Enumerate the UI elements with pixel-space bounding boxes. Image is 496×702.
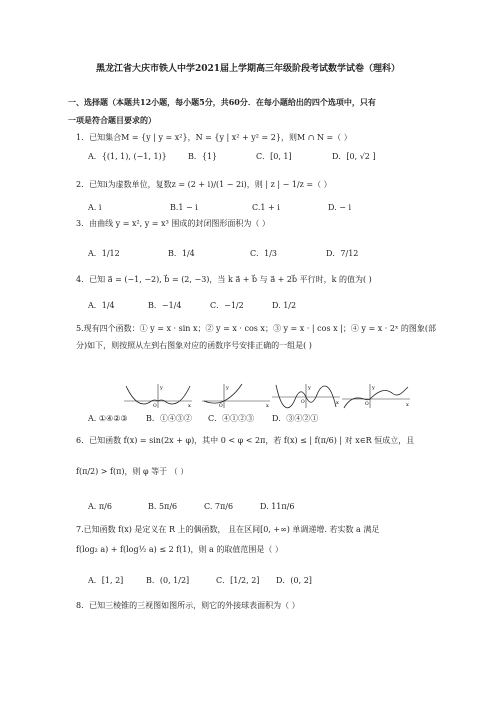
q5-option-d[interactable]: D．③④②①	[272, 414, 319, 423]
q8-stem: 8．已知三棱锥的三视图如图所示，则它的外接球表面积为（ ）	[76, 601, 300, 610]
q6-stem-line2: f(π/2) > f(π)，则 φ 等于 （ ）	[76, 467, 189, 476]
q6-option-d[interactable]: D. 11π/6	[260, 502, 295, 511]
q5-graph-3	[270, 383, 342, 409]
q4-options	[88, 301, 296, 311]
graph3-origin: O	[301, 400, 305, 405]
q6-option-c[interactable]: C. 7π/6	[204, 502, 234, 511]
q7-options	[88, 576, 312, 586]
q7-option-b[interactable]: B．(0, 1/2]	[146, 576, 190, 585]
graph3-y-label: y	[308, 385, 311, 391]
q2-option-a[interactable]: A. i	[88, 203, 102, 212]
q1-option-c[interactable]: C．[0, 1]	[256, 152, 292, 161]
graph1-y-label: y	[160, 385, 163, 391]
q4-option-a[interactable]: A．1/4	[88, 301, 115, 310]
q2-stem: 2．已知i为虚数单位，复数z = (2 + i)/(1 − 2i)，则 | z | − 1/z =（ ）	[76, 180, 332, 189]
graph2-origin: O	[219, 404, 223, 409]
q5-stem-line2: 分)如下，则按照从左到右图象对应的函数序号安排正确的一组是( )	[76, 341, 312, 350]
q6-stem-line1: 6．已知函数 f(x) = sin(2x + φ)，其中 0 < φ < 2π，若 f(x) ≤ | f(π/6) | 对 x∈R 恒成立，且	[76, 436, 415, 445]
q5-option-b[interactable]: B．①④③②	[146, 414, 192, 423]
q7-option-a[interactable]: A．[1, 2]	[88, 576, 124, 585]
graph4-y-label: y	[372, 385, 375, 391]
q3-option-a[interactable]: A．1/12	[88, 249, 120, 258]
graph1-origin: O	[153, 404, 157, 409]
q1-option-a[interactable]: A．{(1, 1), (−1, 1)}	[88, 152, 167, 161]
q3-stem: 3．由曲线 y = x², y = x³ 围成的封闭图形面积为（ ）	[76, 219, 270, 228]
graph2-x-label: x	[266, 403, 269, 409]
section-heading-line2: 一项是符合题目要求的）	[68, 115, 156, 125]
section-heading-line1: 一、选择题（本题共12小题，每小题5分，共60分．在每小题给出的四个选项中，只有	[68, 97, 376, 107]
q7-stem-line2: f(log₂ a) + f(log½ a) ≤ 2 f(1)，则 a 的取值范围是（ ）	[76, 545, 283, 554]
q3-options	[88, 249, 358, 259]
q2-option-d[interactable]: D. − i	[328, 203, 352, 212]
q7-option-c[interactable]: C．[1/2, 2]	[216, 576, 260, 585]
q2-option-b[interactable]: B.1 − i	[170, 203, 198, 212]
q1-options	[88, 152, 376, 162]
q6-options	[88, 502, 294, 512]
q2-option-c[interactable]: C.1 + i	[252, 203, 280, 212]
q1-option-b[interactable]: B．{1}	[188, 152, 218, 161]
q3-option-b[interactable]: B．1/4	[168, 249, 195, 258]
graph3-x-label: x	[336, 400, 339, 406]
q5-options	[88, 414, 318, 424]
graph2-y-label: y	[226, 385, 229, 391]
q1-option-d[interactable]: D．[0, √2 ]	[332, 152, 376, 161]
q6-option-b[interactable]: B. 5π/6	[148, 502, 178, 511]
q5-graph-4	[340, 383, 412, 409]
graph4-x-label: x	[406, 402, 409, 408]
q5-option-c[interactable]: C．④①②③	[208, 414, 255, 423]
q4-stem: 4．已知 a⃗ = (−1, −2), b⃗ = (2, −3)，当 k a⃗ + b⃗ 与 a⃗ + 2b⃗ 平行时，k 的值为( )	[76, 275, 372, 284]
q5-graph-2	[200, 383, 272, 409]
q2-options	[88, 203, 351, 213]
exam-title: 黑龙江省大庆市铁人中学2021届上学期高三年级阶段考试数学试卷（理科）	[95, 64, 401, 74]
q6-option-a[interactable]: A. π/6	[88, 502, 112, 511]
q5-option-a[interactable]: A. ①④②③	[88, 414, 128, 423]
q5-graphs	[88, 383, 418, 409]
q4-option-d[interactable]: D. 1/2	[272, 301, 297, 310]
q4-option-b[interactable]: B．−1/4	[148, 301, 182, 310]
q7-option-d[interactable]: D．(0, 2]	[276, 576, 312, 585]
q3-option-c[interactable]: C．1/3	[250, 249, 277, 258]
q7-stem-line1: 7.已知函数 f(x) 是定义在 R 上的偶函数， 且在区间[0, +∞) 单调递增. 若实数 a 满足	[76, 525, 380, 534]
q5-stem-line1: 5.现有四个函数：① y = x · sin x；② y = x · cos x；③ y = x · | cos x |；④ y = x · 2ˣ 的图象(部	[76, 324, 437, 333]
q1-stem: 1．已知集合M = {y | y = x²}，N = {y | x² + y² = 2}，则M ∩ N =（ ）	[76, 133, 352, 142]
graph1-x-label: x	[188, 403, 191, 409]
q4-option-c[interactable]: C．−1/2	[210, 301, 244, 310]
graph4-origin: O	[365, 402, 369, 407]
q5-graph-1	[122, 383, 194, 409]
q3-option-d[interactable]: D．7/12	[326, 249, 359, 258]
